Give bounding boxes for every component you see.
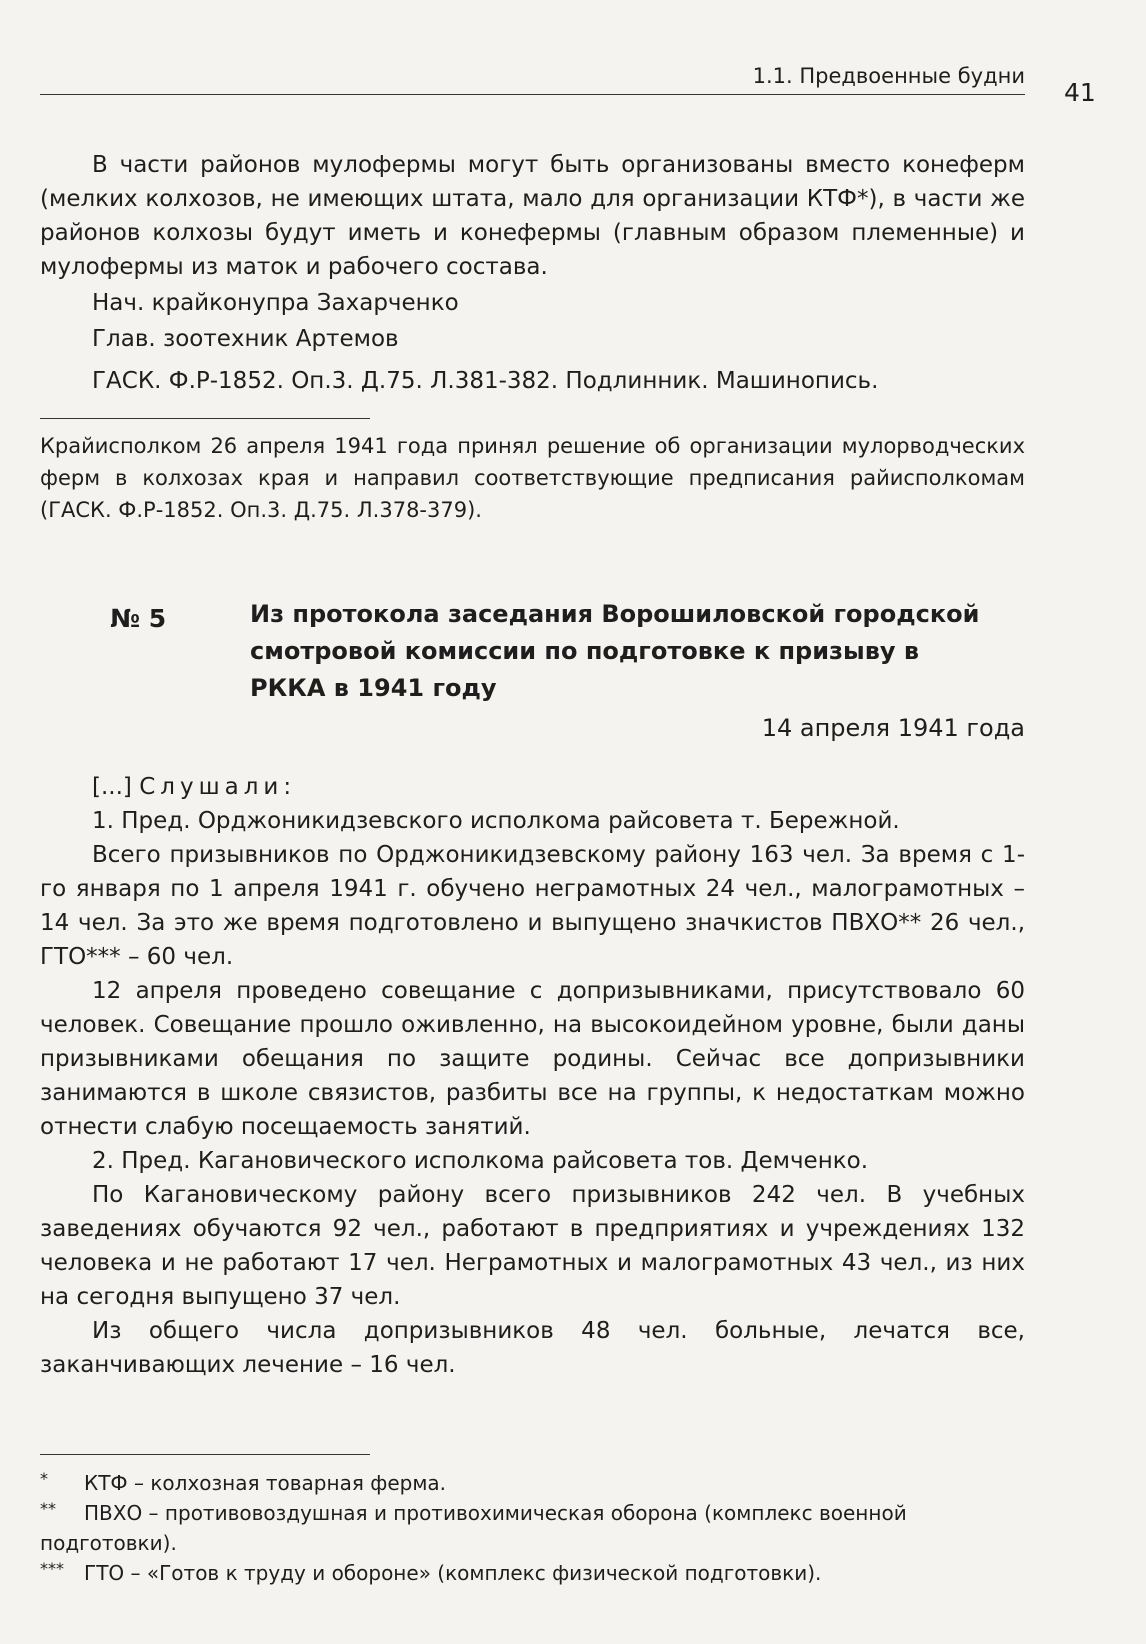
running-head: 1.1. Предвоенные будни	[40, 64, 1025, 95]
footnote-3	[40, 1558, 1025, 1588]
footnote-mark: **	[40, 1499, 56, 1518]
document-date: 14 апреля 1941 года	[761, 714, 1025, 742]
footnote-text: КТФ – колхозная товарная ферма.	[84, 1471, 447, 1495]
signature-line-2: Глав. зоотехник Артемов	[92, 326, 399, 352]
footnote-text: ГТО – «Готов к труду и обороне» (комплекс физической подготовки).	[84, 1561, 822, 1585]
paragraph-1: Всего призывников по Орджоникидзевскому району 163 чел. За время с 1-го января по 1 апреля 1941 г. обучено неграмотных 24 чел., малограмотных – 14 чел. За это же время подготовлено и выпущено значкистов ПВХО** 26 чел., ГТО*** – 60 чел.	[40, 842, 1025, 970]
ellipsis-bracket: [...]	[92, 774, 140, 800]
agenda-item-1: 1. Пред. Орджоникидзевского исполкома райсовета т. Бережной.	[92, 808, 900, 834]
page-number: 41	[1064, 78, 1096, 107]
document-title: Из протокола заседания Ворошиловской городской смотровой комиссии по подготовке к призыву в РККА в 1941 году	[250, 600, 980, 702]
top-paragraph: В части районов мулофермы могут быть организованы вместо конеферм (мелких колхозов, не имеющих штата, мало для организации КТФ*), в части же районов колхозы будут иметь и конефермы (главным образом племенные) и мулофермы из маток и рабочего состава.	[40, 152, 1025, 280]
footnotes	[40, 1468, 1025, 1588]
footnote-mark: ***	[40, 1559, 64, 1578]
editor-note: Крайисполком 26 апреля 1941 года принял решение об организации мулорводческих ферм в колхозах края и направил соответствующие предписания райисполкомам (ГАСК. Ф.Р-1852. Оп.3. Д.75. Л.378-379).	[40, 434, 1025, 522]
footnote-text: ПВХО – противовоздушная и противохимическая оборона (комплекс военной подготовки).	[40, 1501, 907, 1555]
archive-source: ГАСК. Ф.Р-1852. Оп.3. Д.75. Л.381-382. Подлинник. Машинопись.	[92, 368, 879, 394]
agenda-item-2: 2. Пред. Кагановического исполкома райсовета тов. Демченко.	[92, 1148, 869, 1174]
footnote-rule	[40, 1454, 370, 1455]
paragraph-2: 12 апреля проведено совещание с допризывниками, присутствовало 60 человек. Совещание прошло оживленно, на высокоидейном уровне, были даны призывниками обещания по защите родины. Сейчас все допризывники занимаются в школе связистов, разбиты все на группы, к недостаткам можно отнести слабую посещаемость занятий.	[40, 978, 1025, 1140]
top-section	[40, 148, 1025, 398]
paragraph-4: Из общего числа допризывников 48 чел. больные, лечатся все, заканчивающих лечение – 16 чел.	[40, 1318, 1025, 1378]
separator-rule	[40, 418, 370, 419]
footnote-2	[40, 1498, 1025, 1558]
heard-line	[40, 770, 1025, 804]
footnote-1	[40, 1468, 1025, 1498]
paragraph-3: По Кагановическому району всего призывников 242 чел. В учебных заведениях обучаются 92 чел., работают в предприятиях и учреждениях 132 человека и не работают 17 чел. Неграмотных и малограмотных 43 чел., из них на сегодня выпущено 37 чел.	[40, 1182, 1025, 1310]
footnote-mark: *	[40, 1469, 48, 1488]
document-body	[40, 770, 1025, 1382]
heard-label: Слушали:	[139, 774, 297, 800]
document-number: № 5	[110, 604, 167, 633]
signature-line-1: Нач. крайконупра Захарченко	[92, 290, 459, 316]
